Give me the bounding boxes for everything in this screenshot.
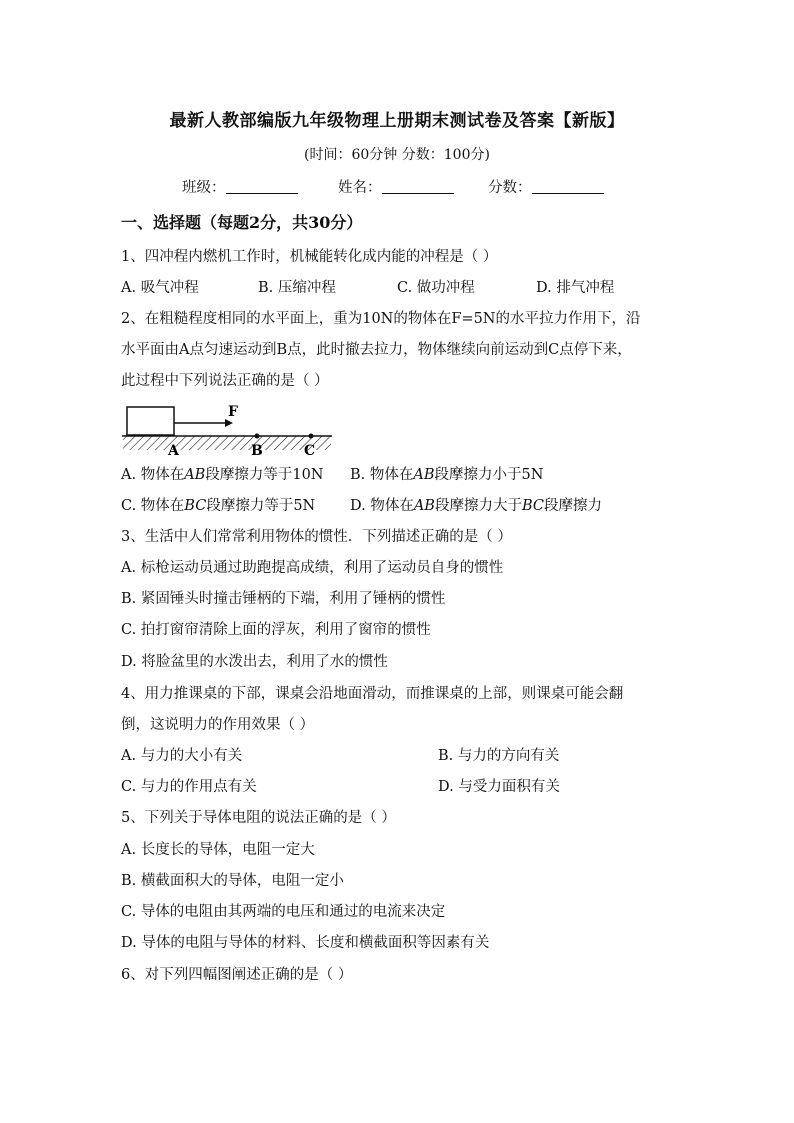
score-label: 分数： <box>488 180 532 196</box>
point-b-dot <box>255 434 260 439</box>
q2-option-b: B. 物体在AB段摩擦力小于5N <box>350 467 544 483</box>
q4-stem-line2: 倒，这说明力的作用效果（ ） <box>121 717 315 733</box>
q1-option-b: B. 压缩冲程 <box>258 280 336 296</box>
label-f: F <box>228 404 238 420</box>
q3-option-b: B. 紧固锤头时撞击锤柄的下端，利用了锤柄的惯性 <box>121 591 446 607</box>
q5-stem: 5、下列关于导体电阻的说法正确的是（ ） <box>121 810 396 826</box>
name-blank <box>382 179 454 194</box>
q4-option-b: B. 与力的方向有关 <box>438 748 560 764</box>
section-title: 一、选择题（每题2分，共30分） <box>121 213 363 232</box>
label-b: B <box>251 443 263 458</box>
q2-stem-line2: 水平面由A点匀速运动到B点，此时撤去拉力，物体继续向前运动到C点停下来， <box>121 342 632 358</box>
force-arrow-head <box>225 419 233 427</box>
q5-option-c: C. 导体的电阻由其两端的电压和通过的电流来决定 <box>121 904 446 920</box>
q2-figure <box>118 402 338 458</box>
class-field <box>182 176 298 197</box>
q2-stem-line3: 此过程中下列说法正确的是（ ） <box>121 373 329 389</box>
q4-option-d: D. 与受力面积有关 <box>438 779 560 795</box>
name-label: 姓名： <box>338 180 382 196</box>
q1-option-c: C. 做功冲程 <box>397 280 475 296</box>
q1-stem: 1、四冲程内燃机工作时，机械能转化成内能的冲程是（ ） <box>121 249 498 265</box>
q2-option-d: D. 物体在AB段摩擦力大于BC段摩擦力 <box>350 498 602 514</box>
exam-subtitle: (时间：60分钟 分数：100分) <box>304 147 490 163</box>
q5-option-b: B. 横截面积大的导体，电阻一定小 <box>121 873 344 889</box>
q2-option-a: A. 物体在AB段摩擦力等于10N <box>121 467 324 483</box>
exam-title: 最新人教部编版九年级物理上册期末测试卷及答案【新版】 <box>169 111 625 131</box>
q3-option-d: D. 将脸盆里的水泼出去，利用了水的惯性 <box>121 654 388 670</box>
label-a: A <box>168 443 179 458</box>
q2-option-c: C. 物体在BC段摩擦力等于5N <box>121 498 316 514</box>
q6-stem: 6、对下列四幅图阐述正确的是（ ） <box>121 967 353 983</box>
point-c-dot <box>309 434 314 439</box>
class-blank <box>226 179 298 194</box>
score-blank <box>532 179 604 194</box>
block-object <box>127 407 174 435</box>
q1-option-d: D. 排气冲程 <box>536 280 615 296</box>
name-field <box>338 176 454 197</box>
q3-option-a: A. 标枪运动员通过助跑提高成绩，利用了运动员自身的惯性 <box>121 560 504 576</box>
q2-stem-line1: 2、在粗糙程度相同的水平面上，重为10N的物体在F=5N的水平拉力作用下，沿 <box>121 311 641 327</box>
q5-option-d: D. 导体的电阻与导体的材料、长度和横截面积等因素有关 <box>121 935 490 951</box>
q3-stem: 3、生活中人们常常利用物体的惯性．下列描述正确的是（ ） <box>121 529 512 545</box>
q4-option-c: C. 与力的作用点有关 <box>121 779 257 795</box>
q3-option-c: C. 拍打窗帘清除上面的浮灰，利用了窗帘的惯性 <box>121 622 431 638</box>
q4-stem-line1: 4、用力推课桌的下部，课桌会沿地面滑动，而推课桌的上部，则课桌可能会翻 <box>121 686 624 702</box>
label-c: C <box>304 443 316 458</box>
q5-option-a: A. 长度长的导体，电阻一定大 <box>121 842 315 858</box>
q1-option-a: A. 吸气冲程 <box>121 280 199 296</box>
score-field <box>488 176 604 197</box>
class-label: 班级： <box>182 180 226 196</box>
ground-hatching <box>123 436 331 450</box>
q4-option-a: A. 与力的大小有关 <box>121 748 243 764</box>
